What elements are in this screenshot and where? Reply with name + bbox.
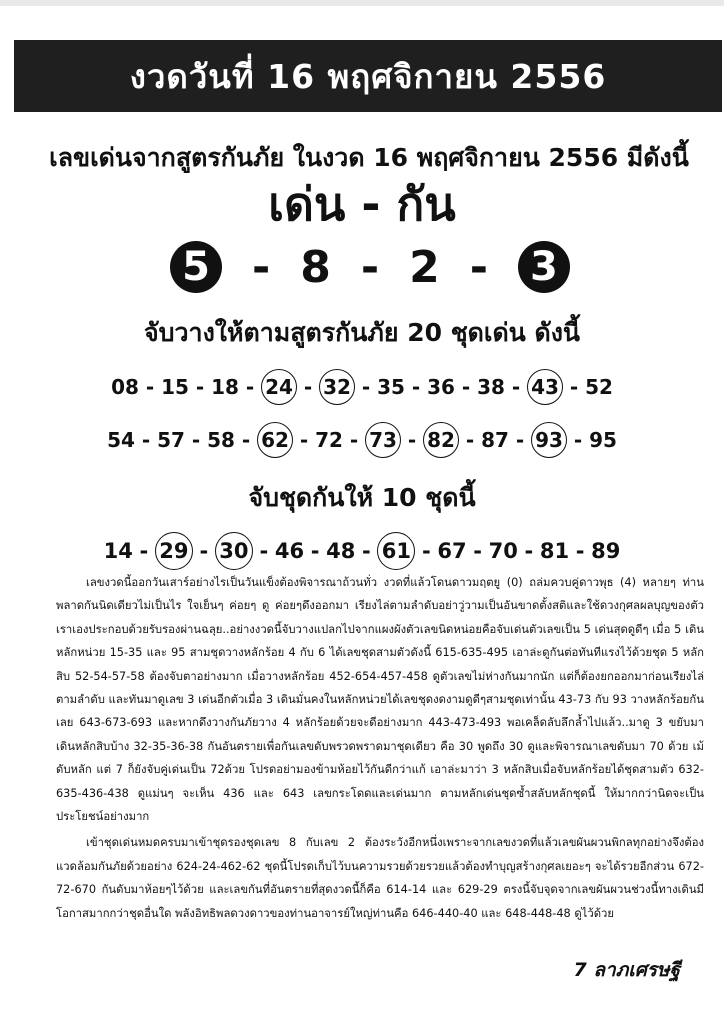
number: 08 (111, 375, 139, 399)
number: 70 (488, 539, 518, 563)
paragraph-1: เลขงวดนี้ออกวันเสาร์อย่างไรเป็นวันแข็งต้องพิจารณาถ้วนทั่ว งวดที่แล้วโดนดาวมฤตยู (0) ถล่มควบคู่ดาวพุธ (4) หลายๆ ท่านพลาดกันนิดเดียวไม่เป็นไร ใจเย็นๆ ค่อยๆ ดู ค่อยๆดึงออกมา เรียงไล่ตามลำดับอย่าวู่วามเป็นอันขาดตั้งสติและใช้ดวงกุศลผลบุญของตัวเราเองประกอบด้วยรับรองผ่านฉลุย..อย่างงวดนี้จับวางแปลกไปจากแผงผังตัวเลขนิดหน่อยคือจับเด่นตัวเลขเป็น 5 เด่นสุดดูดีๆ เมื่อ 5 เดินหลักหน่วย 15-35 และ 95 สามชุดวางหลักร้อย 4 กับ 6 ได้เลขชุดสามตัวดังนี้ 615-635-495 เอาล่ะดูกันต่อทันทีแรงไว้ด้วยชุด 5 หลักสิบ 52-54-57-58 ต้องจับตาอย่างมาก เมื่อวางหลักร้อย 452-654-457-458 ดูตัวเลขไม่ห่างกันมากนัก แต่ก็ต้องยกออกมาก่อนเรียงไล่ตามลำดับ และทันมาดูเลข 3 เด่นอีกตัวเมื่อ 3 เดินมั่นคงในหลักหน่วยได้เลขชุดงดงามดูดีๆสามชุดเท่านั้น 43-73 กับ 93 วางหลักร้อยกันเลย 643-673-693 และหากดึงวางกันภัยวาง 4 หลักร้อยด้วยจะดีอย่างมาก 443-473-493 พอเคล็ดลับลึกล้ำไปแล้ว..มาดู 3 ขยับมาเดินหลักสิบบ้าง 32-35-36-38 กันอันตรายเพื่อกันเลขดับพรวดพราดมาชุดเดียว คือ 30 พูดถึง 30 ดูและพิจารณาเลขดับมา 70 ด้วย เม้ดับหลัก แต่ 7 ก็ยังจับคู่เด่นเป็น 72ด้วย โปรดอย่ามองข้ามห้อยไว้กันดีกว่าแก้ เอาล่ะมาว่า 3 หลักสิบเมื่อจับหลักร้อยได้ชุดสามตัว 632-635-436-438 ดูแม่นๆ จะเห็น 436 และ 643 เลขกระโดดและเด่นมาก ตามหลักเด่นชุดซ้ำสลับหลักชุดนี้ ให้มากกว่านิดจะเป็นประโยชน์อย่างมาก (56, 576, 704, 824)
dash-separator: - (473, 539, 482, 563)
dash-separator: - (310, 539, 320, 563)
dash-separator: - (461, 375, 471, 399)
number: 54 (107, 428, 135, 452)
dash-separator: - (139, 539, 149, 563)
dash-separator: - (195, 375, 205, 399)
number: 87 (481, 428, 509, 452)
page-footer (574, 955, 680, 985)
paragraph-2: เข้าชุดเด่นหมดครบมาเข้าชุดรองชุดเลข 8 กับเลข 2 ต้องระวังอีกหนึ่งเพราะจากเลขงวดที่แล้วเลขผันผวนพิกลทุกอย่างจึงต้องแวดล้อมกันภัยด้วยอย่าง 624-24-462-62 ชุดนี้โปรดเก็บไว้บนความรวยด้วยรวยแล้วต้องทำบุญสร้างกุศลเยอะๆ จะได้รวยอีกส่วน 672-72-670 กันดับมาห้อยๆไว้ด้วย และเลขกันที่อันตรายที่สุดงวดนี้ก็คือ 614-14 และ 629-29 ตรงนี้จับจุดจากเลขผันผวนช่วงนี้ทางเดินมีโอกาสมากกว่าชุดอื่นใด พลังอิทธิพลดวงดาวของท่านอาจารย์ใหญ่ท่านคือ 646-440-40 และ 648-448-48 ดูไว้ด้วย (56, 836, 704, 920)
dash-separator: - (303, 375, 313, 399)
circled-number: 62 (257, 422, 293, 458)
number: 18 (211, 375, 239, 399)
number: 89 (591, 539, 621, 563)
dash-separator: - (422, 539, 431, 563)
circled-number: 29 (155, 532, 193, 570)
circled-number: 73 (365, 422, 401, 458)
headline: เลขเด่นจากสูตรกันภัย ในงวด 16 พฤศจิกายน 2556 มีดังนี้ (49, 143, 689, 172)
number: 38 (477, 375, 505, 399)
circled-number: 30 (215, 532, 253, 570)
dash-separator: - (360, 241, 380, 293)
dash-separator: - (145, 375, 155, 399)
article-body (56, 571, 704, 925)
number: 35 (377, 375, 405, 399)
dash-separator: - (362, 539, 371, 563)
number: 72 (315, 428, 343, 452)
dash-separator: - (251, 241, 271, 293)
number: 46 (274, 539, 305, 563)
dash-separator: - (465, 428, 475, 452)
number: 58 (207, 428, 235, 452)
top-border (0, 0, 724, 6)
dash-separator: - (299, 428, 309, 452)
dash-separator: - (191, 428, 201, 452)
circled-number: 24 (261, 369, 297, 405)
dash-separator: - (245, 375, 255, 399)
dash-separator: - (511, 375, 521, 399)
dash-separator: - (411, 375, 421, 399)
circled-number: 82 (423, 422, 459, 458)
dash-separator: - (524, 539, 534, 563)
main-number: 8 (300, 241, 331, 293)
big-title: เด่น - กัน (268, 177, 456, 231)
circled-number: 61 (377, 532, 415, 570)
circled-number: 93 (531, 422, 567, 458)
number: 36 (427, 375, 455, 399)
section1-title: จับวางให้ตามสูตรกันภัย 20 ชุดเด่น ดังนี้ (143, 318, 581, 347)
brand-logo: ลาภเศรษฐี (593, 959, 680, 981)
page-number: 7 (573, 959, 587, 981)
header-banner (14, 40, 722, 112)
number: 95 (589, 428, 617, 452)
dash-separator: - (569, 375, 579, 399)
circled-number: 43 (527, 369, 563, 405)
dash-separator: - (349, 428, 359, 452)
dash-separator: - (407, 428, 417, 452)
dash-separator: - (515, 428, 525, 452)
main-number-circled: 5 (170, 241, 222, 293)
dash-separator: - (241, 428, 251, 452)
dash-separator: - (259, 539, 269, 563)
number: 15 (161, 375, 189, 399)
number: 52 (585, 375, 613, 399)
circled-number: 32 (319, 369, 355, 405)
number-row-1 (0, 367, 724, 407)
main-number-circled: 3 (518, 241, 570, 293)
dash-separator: - (199, 539, 209, 563)
dash-separator: - (469, 241, 488, 293)
dash-separator: - (575, 539, 585, 563)
main-numbers (170, 236, 570, 298)
number: 81 (539, 539, 570, 563)
header-title: งวดวันที่ 16 พฤศจิกายน 2556 (129, 56, 607, 96)
section2-title: จับชุดกันให้ 10 ชุดนี้ (248, 483, 476, 512)
dash-separator: - (361, 375, 371, 399)
number: 67 (437, 539, 467, 563)
number-row-3 (0, 530, 724, 572)
dash-separator: - (573, 428, 583, 452)
main-number: 2 (409, 241, 440, 293)
number: 14 (103, 539, 133, 563)
number-row-2 (0, 420, 724, 460)
number: 57 (157, 428, 185, 452)
number: 48 (326, 539, 356, 563)
dash-separator: - (141, 428, 151, 452)
